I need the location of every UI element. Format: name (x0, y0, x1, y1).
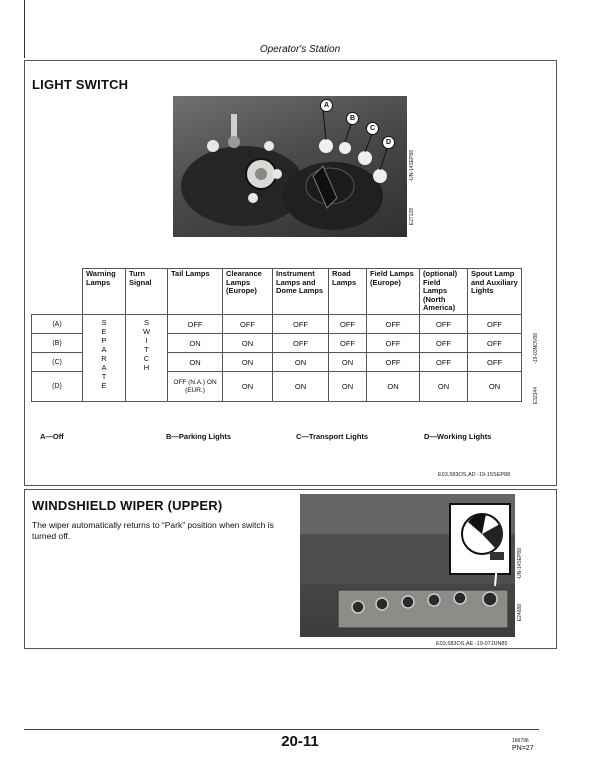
table-cell: ON (168, 353, 223, 372)
table-cell: OFF (168, 315, 223, 334)
table-header-row (32, 269, 522, 315)
page-header-title: Operator's Station (259, 44, 341, 55)
table-cell: ON (223, 353, 273, 372)
table-cell: OFF (468, 334, 522, 353)
col-clearance-lamps: Clearance Lamps (Europe) (223, 269, 273, 315)
table-cell: ON (329, 353, 367, 372)
wiper-title: WINDSHIELD WIPER (UPPER) (32, 498, 223, 513)
table-cell: ON (223, 334, 273, 353)
table-cell: OFF (420, 315, 468, 334)
page-number: 20-11 (281, 733, 319, 750)
col-road-lamps: Road Lamps (329, 269, 367, 315)
row-label: (D) (32, 372, 83, 402)
table-cell: OFF (420, 334, 468, 353)
table-cell: OFF (273, 315, 329, 334)
table-cell: ON (367, 372, 420, 402)
table-cell: OFF (329, 315, 367, 334)
col-field-lamps-europe: Field Lamps (Europe) (367, 269, 420, 315)
wiper-illustration (300, 494, 515, 637)
table-cell: ON (273, 372, 329, 402)
wiper-photo-code: E24688 (517, 604, 523, 622)
turn-signal-switch: S W I T C H (126, 315, 168, 402)
warning-lamps-separate: S E P A R A T E (83, 315, 126, 402)
callout-c: C (366, 122, 379, 135)
table-cell: ON (168, 334, 223, 353)
table-side-label: -19-03NOV88 (533, 333, 539, 364)
table-cell: ON (468, 372, 522, 402)
col-tail-lamps: Tail Lamps (168, 269, 223, 315)
legend-b: B—Parking Lights (166, 432, 232, 441)
table-cell: OFF (367, 353, 420, 372)
col-optional-field-lamps: (optional) Field Lamps (North America) (420, 269, 468, 315)
doc-id: 166796 (512, 738, 529, 744)
wiper-photo-label: -UN-14SEP88 (517, 548, 523, 580)
table-cell: OFF (N.A.) ON (EUR.) (168, 372, 223, 402)
table-cell: ON (420, 372, 468, 402)
legend-d: D—Working Lights (424, 432, 492, 441)
callout-a: A (320, 99, 333, 112)
table-cell: OFF (367, 334, 420, 353)
col-turn-signal: Turn Signal (126, 269, 168, 315)
light-switch-photo-label: -UN-14SEP88 (409, 150, 415, 182)
light-switch-ref: E03,583OS,AD -19-15SEP88 (438, 472, 511, 478)
callout-b: B (346, 112, 359, 125)
table-cell: OFF (468, 315, 522, 334)
table-cell: OFF (420, 353, 468, 372)
light-switch-illustration (173, 96, 407, 237)
col-warning-lamps: Warning Lamps (83, 269, 126, 315)
pn-number: PN=27 (512, 745, 534, 752)
table-side-code: E32344 (533, 387, 539, 405)
light-switch-photo (173, 96, 407, 237)
row-label: (B) (32, 334, 83, 353)
col-spout-lamp: Spout Lamp and Auxiliary Lights (468, 269, 522, 315)
legend-c: C—Transport Lights (296, 432, 369, 441)
table-corner (32, 269, 83, 315)
table-cell: OFF (329, 334, 367, 353)
wiper-photo (300, 494, 515, 637)
legend-a: A—Off (40, 432, 64, 441)
table-cell: ON (329, 372, 367, 402)
table-cell: OFF (223, 315, 273, 334)
row-label: (C) (32, 353, 83, 372)
table-row (32, 315, 522, 334)
table-cell: OFF (468, 353, 522, 372)
table-cell: ON (273, 353, 329, 372)
light-switch-photo-code: E27128 (409, 208, 415, 226)
wiper-description: The wiper automatically returns to “Park” position when switch is turned off. (32, 520, 274, 541)
table-cell: ON (223, 372, 273, 402)
table-cell: OFF (367, 315, 420, 334)
footer-rule (24, 729, 539, 730)
col-instrument-lamps: Instrument Lamps and Dome Lamps (273, 269, 329, 315)
row-label: (A) (32, 315, 83, 334)
wiper-ref: E03,583OS,AE -19-07JUN85 (436, 641, 508, 647)
callout-d: D (382, 136, 395, 149)
light-switch-title: LIGHT SWITCH (32, 77, 129, 92)
light-switch-table (31, 268, 522, 402)
table-cell: OFF (273, 334, 329, 353)
